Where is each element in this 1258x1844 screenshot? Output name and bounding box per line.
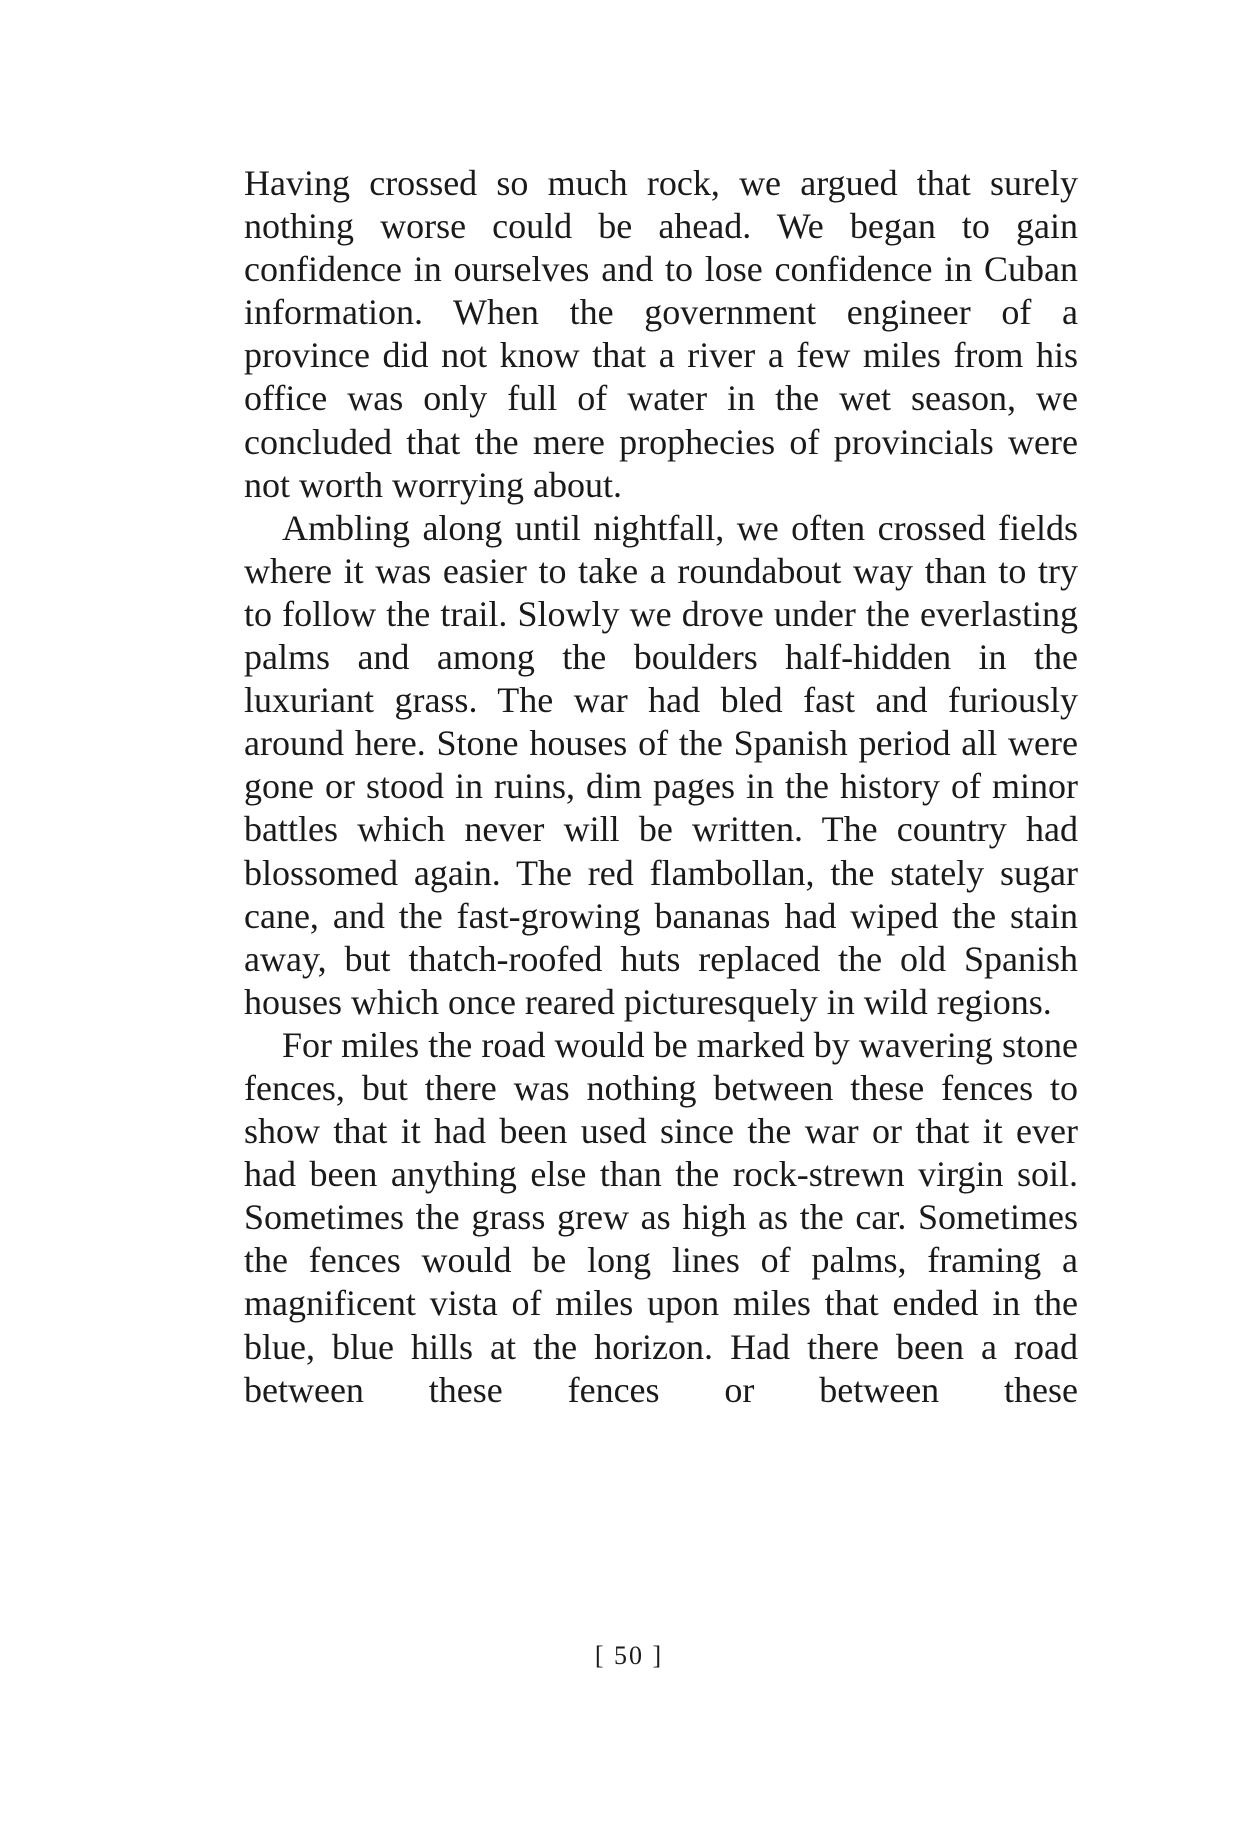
body-text <box>244 162 1078 1412</box>
paragraph-2: Ambling along until nightfall, we often crossed fields where it was easier to take a roundabout way than to try to follow the trail. Slowly we drove under the everlasting palms and among the boulders half-hidden in the luxuriant grass. The war had bled fast and furiously around here. Stone houses of the Spanish period all were gone or stood in ruins, dim pages in the history of minor battles which never will be written. The country had blossomed again. The red flambollan, the stately sugar cane, and the fast-growing bananas had wiped the stain away, but thatch-roofed huts replaced the old Spanish houses which once reared picturesquely in wild regions. <box>244 507 1078 1022</box>
page-number: [ 50 ] <box>594 1641 664 1670</box>
paragraph-1: Having crossed so much rock, we argued that surely nothing worse could be ahead. We began to gain confidence in ourselves and to lose confidence in Cuban information. When the government engineer of a province did not know that a river a few miles from his office was only full of water in the wet season, we concluded that the mere prophecies of provincials were not worth worrying about. <box>244 163 1078 505</box>
paragraph-3: For miles the road would be marked by wavering stone fences, but there was nothing between these fences to show that it had been used since the war or that it ever had been anything else than the rock-strewn virgin soil. Sometimes the grass grew as high as the car. Sometimes the fences would be long lines of palms, framing a magnificent vista of miles upon miles that ended in the blue, blue hills at the horizon. Had there been a road between these fences or between these <box>244 1024 1078 1410</box>
